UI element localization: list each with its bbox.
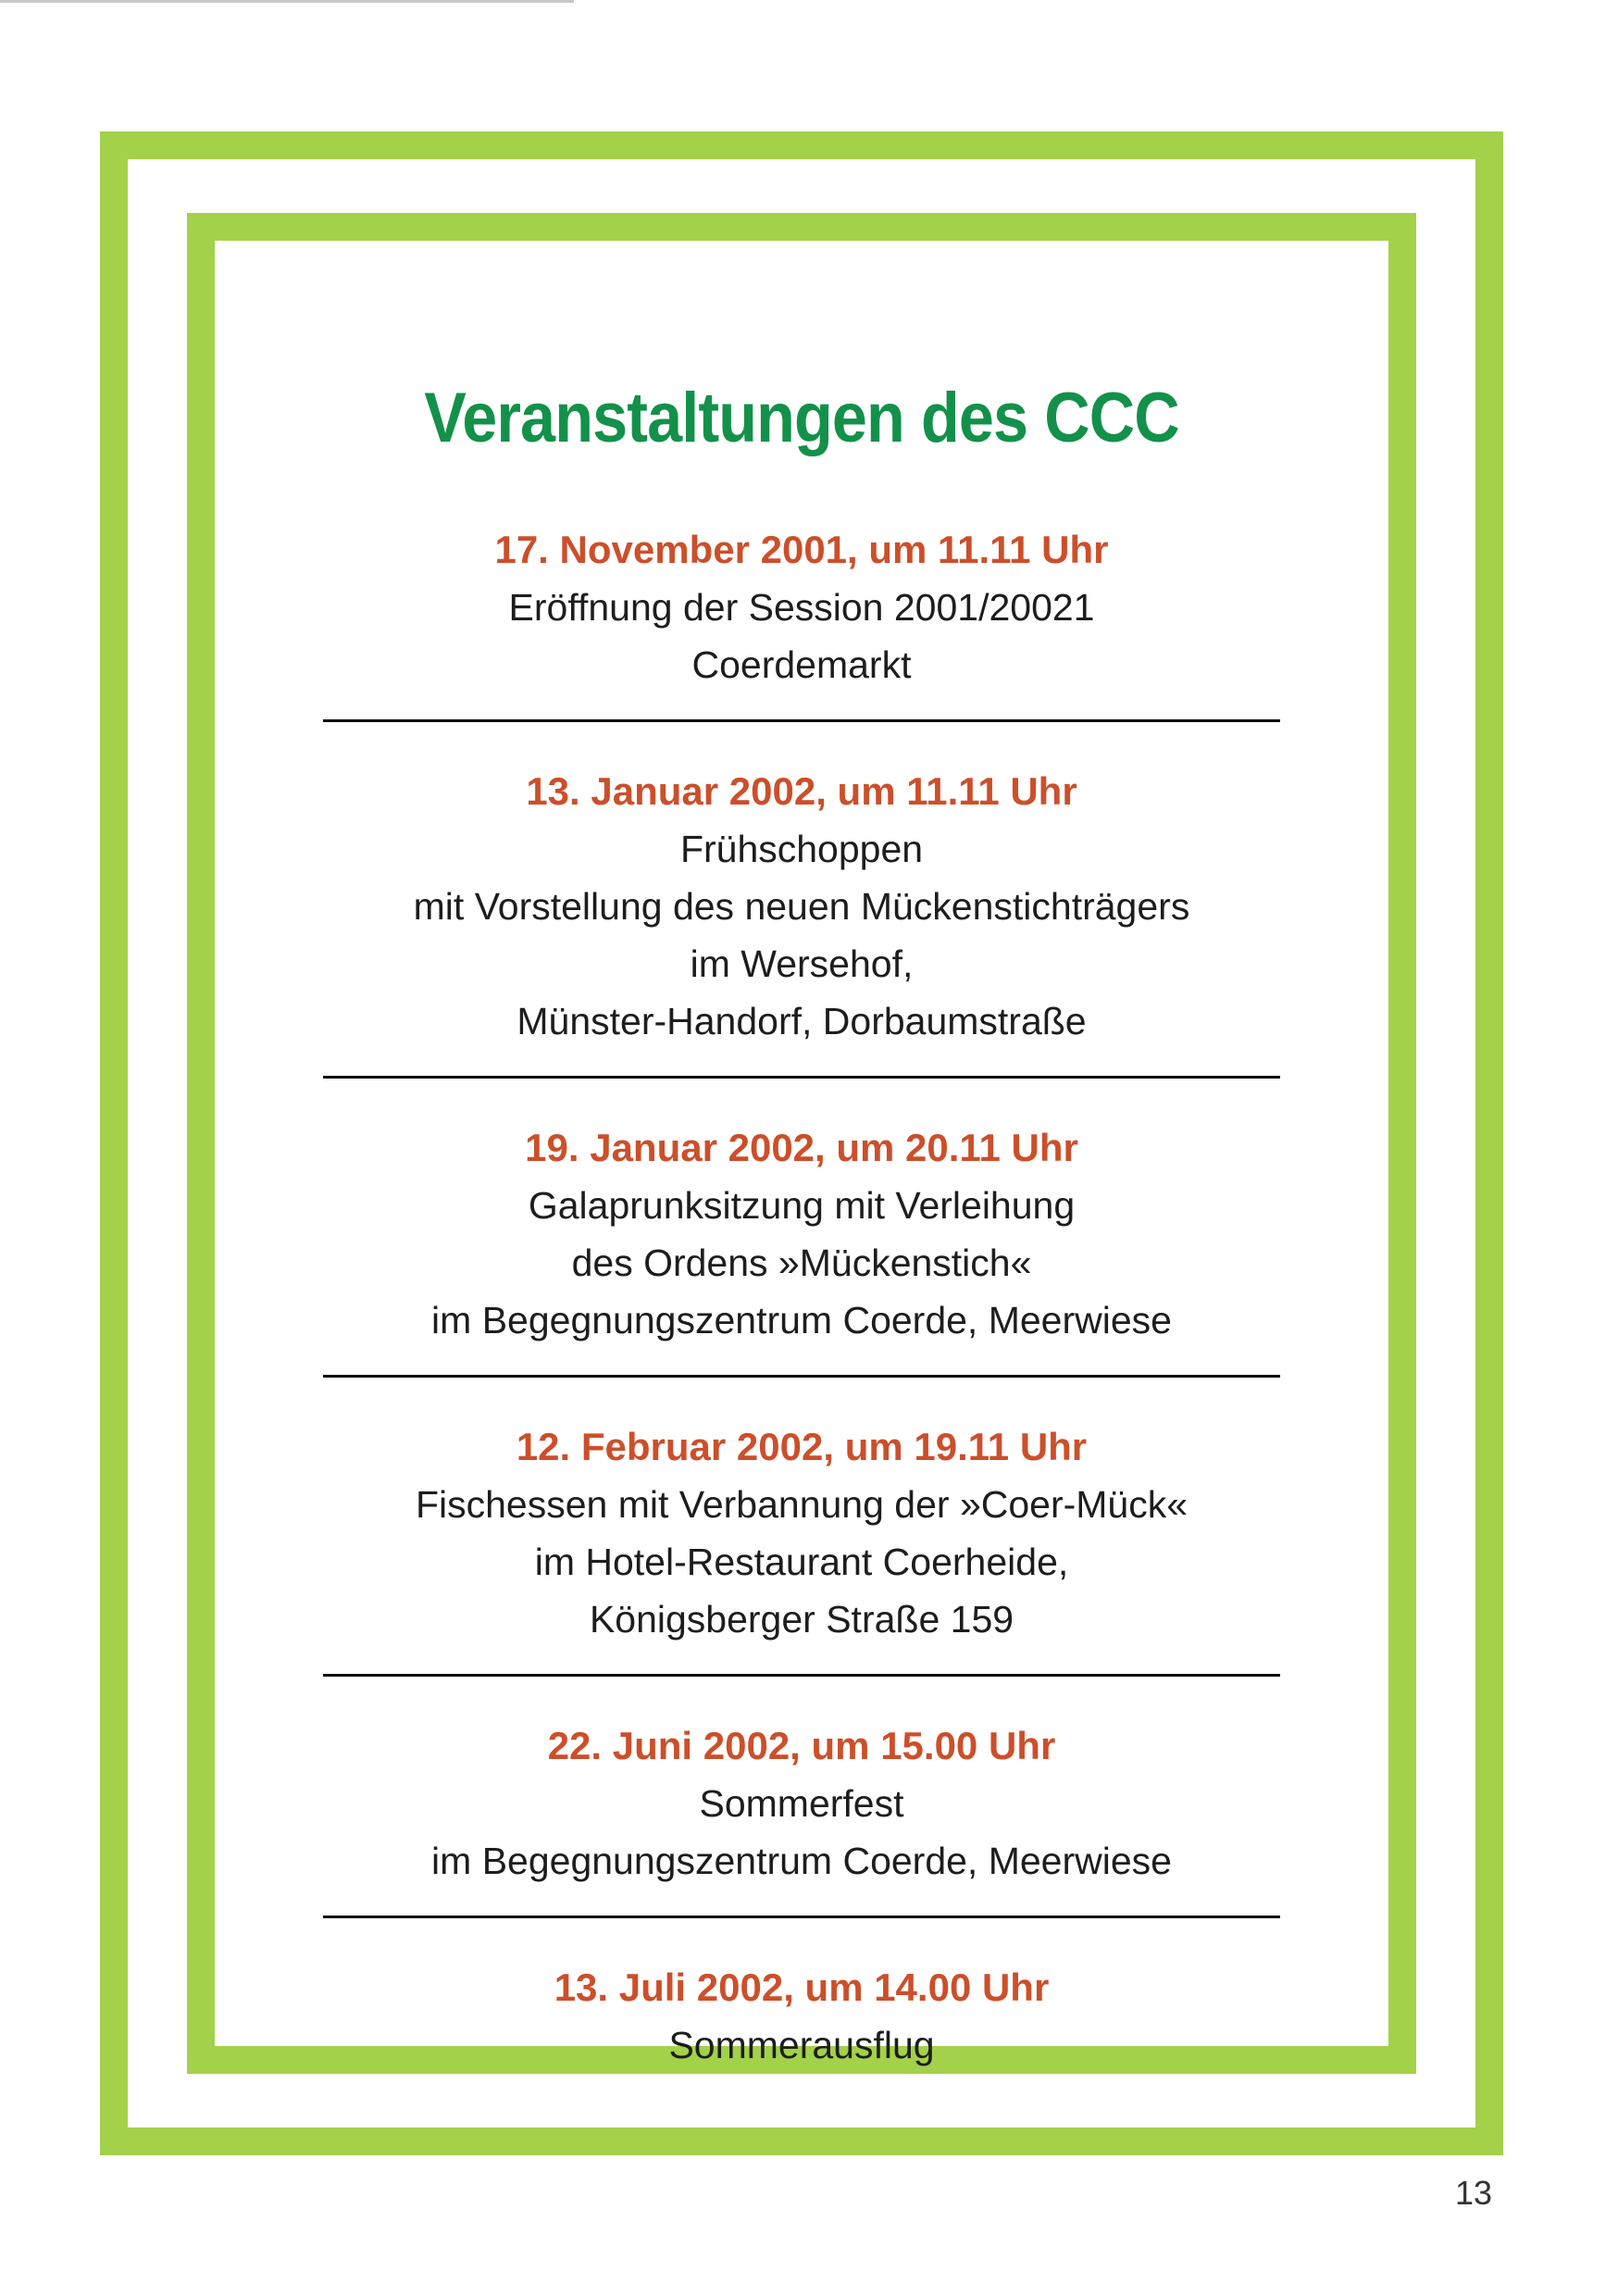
event-description-line: Coerdemarkt — [691, 643, 912, 686]
event-list — [215, 521, 1388, 2074]
event-description-line: im Begegnungszentrum Coerde, Meerwiese — [431, 1299, 1172, 1341]
page-title: Veranstaltungen des CCC — [424, 379, 1179, 457]
event-divider — [323, 1915, 1280, 1918]
event-entry — [215, 521, 1388, 693]
event-date: 12. Februar 2002, um 19.11 Uhr — [516, 1425, 1088, 1468]
event-date: 22. Juni 2002, um 15.00 Uhr — [547, 1724, 1056, 1767]
event-description-line: im Begegnungszentrum Coerde, Meerwiese — [431, 1840, 1172, 1882]
event-entry — [215, 1418, 1388, 1648]
event-divider — [323, 1375, 1280, 1378]
event-date: 13. Januar 2002, um 11.11 Uhr — [526, 769, 1077, 813]
event-entry — [215, 1717, 1388, 1890]
event-description-line: Fischessen mit Verbannung der »Coer-Mück« — [415, 1483, 1189, 1526]
event-description-line: Münster-Handorf, Dorbaumstraße — [517, 1000, 1087, 1042]
page-content — [215, 241, 1388, 2074]
event-description-line: Frühschoppen — [679, 828, 924, 870]
inner-green-frame — [187, 213, 1416, 2074]
event-description-line: im Wersehof, — [690, 942, 914, 985]
event-date: 13. Juli 2002, um 14.00 Uhr — [554, 1965, 1050, 2009]
event-description-line: Königsberger Straße 159 — [589, 1598, 1014, 1641]
event-divider — [323, 719, 1280, 722]
event-description-line: im Hotel-Restaurant Coerheide, — [534, 1541, 1069, 1583]
event-entry — [215, 1119, 1388, 1349]
event-description-line: Eröffnung der Session 2001/20021 — [508, 586, 1095, 629]
event-description-line: Sommerausflug — [668, 2024, 935, 2066]
outer-green-frame — [100, 131, 1503, 2155]
page-number: 13 — [1455, 2174, 1493, 2212]
event-date: 19. Januar 2002, um 20.11 Uhr — [525, 1126, 1078, 1169]
event-description-line: mit Vorstellung des neuen Mückenstichträgers — [413, 885, 1190, 928]
event-description-line: Sommerfest — [699, 1782, 904, 1825]
top-edge-rule — [0, 0, 574, 3]
event-divider — [323, 1076, 1280, 1079]
event-divider — [323, 1674, 1280, 1677]
event-date: 17. November 2001, um 11.11 Uhr — [494, 528, 1109, 571]
event-entry — [215, 763, 1388, 1050]
event-description-line: Galaprunksitzung mit Verleihung — [528, 1184, 1076, 1227]
event-entry — [215, 1959, 1388, 2074]
event-description-line: des Ordens »Mückenstich« — [571, 1242, 1032, 1284]
